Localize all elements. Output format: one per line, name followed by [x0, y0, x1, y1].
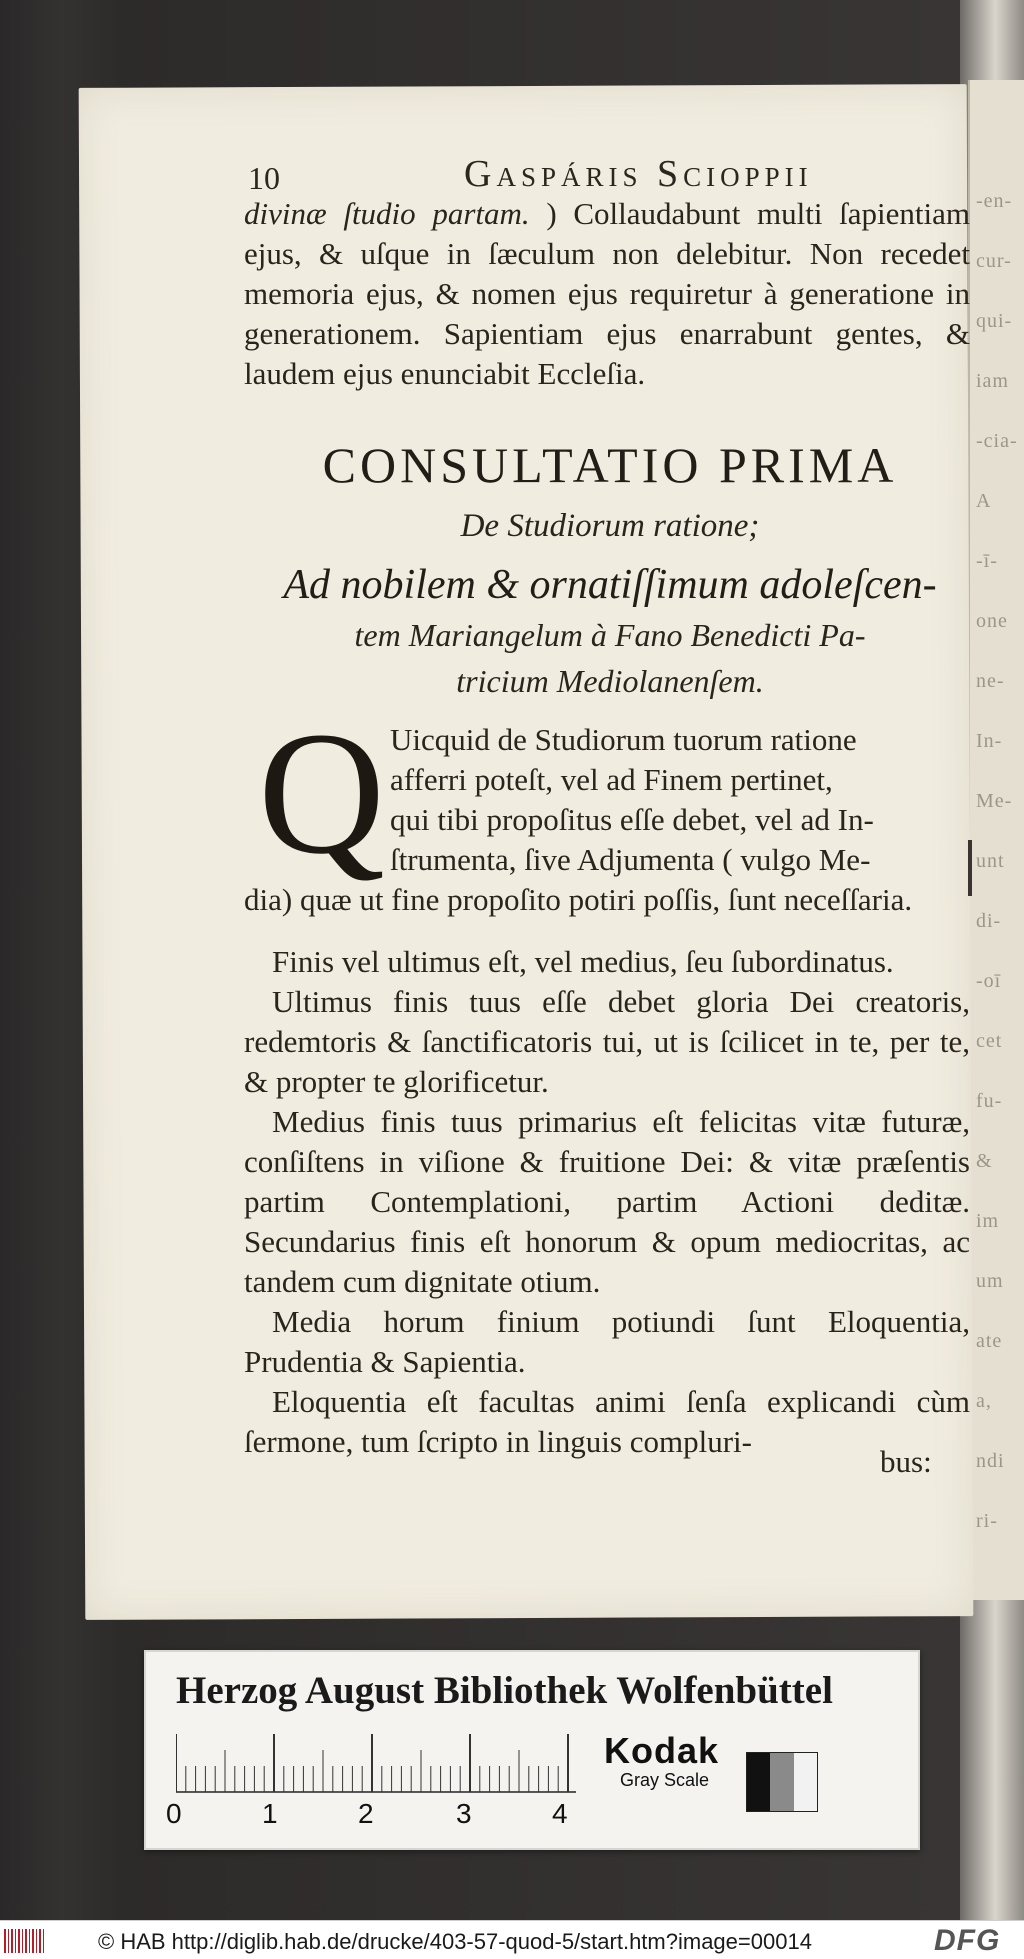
first-paragraph-rest: dia) quæ ut fine propoſito potiri poſſis, ſunt neceſſaria.: [244, 882, 913, 917]
gutter-mark: [968, 840, 972, 896]
brand-subtitle: Gray Scale: [620, 1770, 710, 1790]
dedication-lines: [260, 612, 960, 704]
paragraph: Finis vel ultimus eſt, vel medius, ſeu ſubordinatus.: [272, 944, 894, 979]
adjacent-page-fragment: unt: [976, 850, 1005, 872]
paragraph: Eloquentia eſt facultas animi ſenſa explicandi cùm ſermone, tum ſcripto in linguis compluri-: [244, 1384, 970, 1459]
gray-patch: [770, 1753, 793, 1811]
intro-paragraph: [244, 194, 970, 394]
gray-patch: [747, 1753, 770, 1811]
page-number: 10: [248, 160, 280, 196]
drop-cap: Q: [258, 696, 386, 891]
color-checker-card: [144, 1650, 920, 1850]
adjacent-page-fragment: one: [976, 610, 1008, 632]
adjacent-page-fragment: In-: [976, 730, 1003, 752]
measurement-ruler: [176, 1732, 586, 1798]
ruler-number: 4: [552, 1798, 568, 1829]
adjacent-page-fragment: a,: [976, 1390, 992, 1412]
ruler-number: 1: [262, 1798, 278, 1829]
brand-name: Kodak: [604, 1730, 720, 1771]
adjacent-page-edge: [968, 80, 1024, 1600]
ruler-number: 0: [166, 1798, 182, 1829]
adjacent-page-fragment: ri-: [976, 1510, 998, 1532]
dedication-line-1: Ad nobilem & ornatiſſimum adoleſcen-: [283, 562, 937, 608]
adjacent-page-fragment: Me-: [976, 790, 1013, 812]
paragraph: Medius finis tuus primarius eſt felicitas vitæ futuræ, conſiſtens in viſione & fruitione Dei: & vitæ præſentis partim Contemplationi, partim Actioni deditæ. Secundarius finis eſt honorum & opum mediocritas, ac tandem cum dignitate otium.: [244, 1104, 970, 1299]
gray-scale-patches: [746, 1752, 818, 1812]
paragraph: Ultimus finis tuus eſſe debet gloria Dei creatoris, redemtoris & ſanctificatoris tui, ut is ſcilicet in te, per te, & propter te glorificetur.: [244, 984, 970, 1099]
catchword: bus:: [880, 1444, 932, 1479]
page-header: [164, 142, 924, 196]
first-paragraph-line: afferri poteſt, vel ad Finem pertinet,: [390, 762, 833, 797]
footer-copyright-link[interactable]: © HAB http://diglib.hab.de/drucke/403-57-quod-5/start.htm?image=00014: [98, 1929, 812, 1954]
ruler-numbers: [166, 1798, 606, 1834]
adjacent-page-fragment: di-: [976, 910, 1002, 932]
adjacent-page-fragment: ate: [976, 1330, 1003, 1352]
running-title: Gaspáris Scioppii: [464, 153, 813, 195]
adjacent-page-fragment: -en-: [976, 190, 1013, 212]
intro-text: ) Collaudabunt multi ſapientiam ejus, & uſque in ſæculum non delebitur. Non recedet memoria ejus, & nomen ejus requiretur à generatione in generationem. Sapientiam ejus enarrabunt gentes, & laudem ejus enunciabit Eccleſia.: [244, 196, 970, 391]
dfg-logo: DFG: [934, 1924, 1001, 1957]
chapter-title: CONSULTATIO PRIMA: [322, 437, 898, 493]
adjacent-page-fragment: iam: [976, 370, 1009, 392]
adjacent-page-fragment: -ī-: [976, 550, 998, 572]
intro-lead: divinæ ſtudio partam.: [244, 196, 530, 231]
first-paragraph: [244, 696, 970, 920]
adjacent-page-fragment: qui-: [976, 310, 1013, 332]
first-paragraph-line: qui tibi propoſitus eſſe debet, vel ad In-: [390, 802, 874, 837]
ruler-number: 3: [456, 1798, 472, 1829]
body-paragraphs: [244, 942, 970, 1462]
adjacent-page-fragment: &: [976, 1150, 993, 1172]
adjacent-page-fragment: fu-: [976, 1090, 1003, 1112]
footer-bar: [0, 1920, 1024, 1959]
dedication-line-3: tricium Mediolanenſem.: [456, 663, 764, 699]
first-paragraph-line: Uicquid de Studiorum tuorum ratione: [390, 722, 857, 757]
adjacent-page-fragment: A: [976, 490, 992, 512]
adjacent-page-fragment: -oī: [976, 970, 1002, 992]
ruler-number: 2: [358, 1798, 374, 1829]
kodak-label: [604, 1730, 764, 1820]
adjacent-page-fragment: um: [976, 1270, 1004, 1292]
adjacent-page-fragment: -cia-: [976, 430, 1018, 452]
barcode-icon: [4, 1929, 44, 1953]
adjacent-page-fragment: im: [976, 1210, 1000, 1232]
adjacent-page-fragment: ndi: [976, 1450, 1005, 1472]
chapter-subtitle: De Studiorum ratione;: [460, 508, 760, 544]
first-paragraph-line: ſtrumenta, ſive Adjumenta ( vulgo Me-: [390, 842, 871, 877]
institution-name: Herzog August Bibliothek Wolfenbüttel: [176, 1669, 833, 1712]
dedication-line-2: tem Mariangelum à Fano Benedicti Pa-: [354, 617, 866, 653]
paragraph: Media horum finium potiundi ſunt Eloquentia, Prudentia & Sapientia.: [244, 1304, 970, 1379]
adjacent-page-fragment: ne-: [976, 670, 1005, 692]
gray-patch: [794, 1753, 817, 1811]
adjacent-page-fragment: cur-: [976, 250, 1012, 272]
adjacent-page-fragment: cet: [976, 1030, 1003, 1052]
